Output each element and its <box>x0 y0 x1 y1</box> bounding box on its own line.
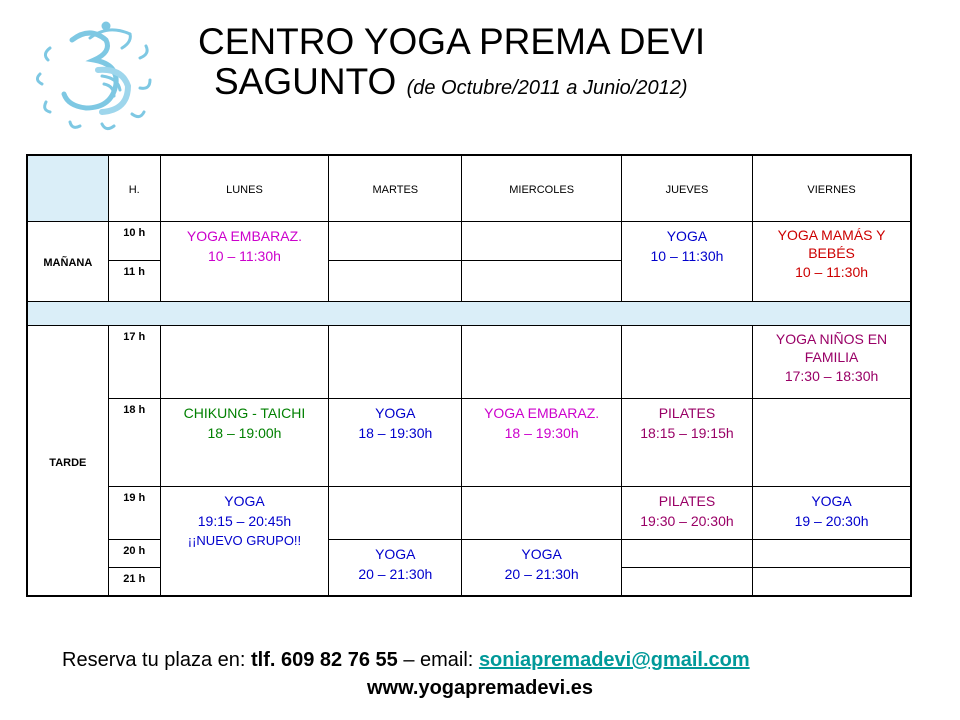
title-line1: CENTRO YOGA PREMA DEVI <box>198 21 706 62</box>
class-cell-fri-morning <box>753 221 911 301</box>
class-name: YOGA <box>811 492 852 509</box>
col-header-lunes: LUNES <box>160 155 328 221</box>
class-cell-fri-19 <box>753 486 911 539</box>
empty-cell <box>462 221 621 260</box>
phone-number: tlf. 609 82 76 55 <box>251 649 398 671</box>
empty-cell <box>329 486 462 539</box>
class-name: YOGA EMBARAZ. <box>484 404 600 421</box>
class-name: PILATES <box>658 492 716 509</box>
class-time: 19 – 20:30h <box>794 512 869 529</box>
empty-cell <box>160 326 328 398</box>
table-row <box>27 398 911 486</box>
class-time: 10 – 11:30h <box>650 247 724 264</box>
class-cell-tue-20 <box>329 540 462 596</box>
om-sun-logo-icon <box>32 18 160 134</box>
page-title <box>198 22 838 108</box>
schedule-table <box>26 154 912 597</box>
class-time: 18:15 – 19:15h <box>640 424 734 441</box>
class-name: YOGA NIÑOS EN FAMILIA <box>775 331 888 366</box>
col-header-miercoles: MIERCOLES <box>462 155 621 221</box>
class-name: YOGA <box>375 546 416 563</box>
empty-cell <box>329 221 462 260</box>
reserve-prefix: Reserva tu plaza en: <box>62 649 251 671</box>
empty-cell <box>462 260 621 301</box>
hour-cell: 11 h <box>108 260 160 301</box>
hour-cell: 19 h <box>108 486 160 539</box>
empty-cell <box>621 326 752 398</box>
class-time: 20 – 21:30h <box>358 566 433 583</box>
class-time: 10 – 11:30h <box>208 247 281 264</box>
class-cell-mon-18 <box>160 398 328 486</box>
period-afternoon: TARDE <box>27 326 108 596</box>
hour-cell: 20 h <box>108 540 160 568</box>
col-header-jueves: JUEVES <box>621 155 752 221</box>
empty-cell <box>621 568 752 596</box>
empty-cell <box>329 260 462 301</box>
subtitle: (de Octubre/2011 a Junio/2012) <box>406 77 688 99</box>
table-header-row <box>27 155 911 221</box>
empty-cell <box>753 398 911 486</box>
class-cell-mon-morning <box>160 221 328 301</box>
col-header-hour: H. <box>108 155 160 221</box>
class-time: 17:30 – 18:30h <box>784 368 879 385</box>
class-name: CHIKUNG - TAICHI <box>183 404 306 421</box>
class-cell-thu-18 <box>621 398 752 486</box>
class-name: YOGA <box>666 227 708 244</box>
email-link[interactable]: soniapremadevi@gmail.com <box>478 649 750 671</box>
class-time: 10 – 11:30h <box>795 263 869 280</box>
table-row <box>27 540 911 568</box>
empty-cell <box>462 486 621 539</box>
hour-cell: 18 h <box>108 398 160 486</box>
class-cell-wed-18 <box>462 398 621 486</box>
class-cell-tue-18 <box>329 398 462 486</box>
hour-cell: 17 h <box>108 326 160 398</box>
title-line2-wrap <box>198 62 838 108</box>
class-cell-thu-19 <box>621 486 752 539</box>
class-time: 19:30 – 20:30h <box>640 512 734 529</box>
col-header-viernes: VIERNES <box>753 155 911 221</box>
empty-cell <box>462 326 621 398</box>
class-cell-mon-19 <box>160 486 328 596</box>
period-morning: MAÑANA <box>27 221 108 301</box>
website-url: www.yogapremadevi.es <box>366 677 593 699</box>
class-time: 18 – 19:30h <box>504 424 579 441</box>
class-name: YOGA MAMÁS Y BEBÉS <box>777 226 886 261</box>
class-name: YOGA EMBARAZ. <box>186 227 303 244</box>
table-row <box>27 326 911 398</box>
class-cell-fri-17 <box>753 326 911 398</box>
class-name: YOGA <box>375 404 416 421</box>
class-cell-wed-20 <box>462 540 621 596</box>
separator-cell <box>27 302 911 326</box>
table-row <box>27 221 911 260</box>
empty-cell <box>621 540 752 568</box>
class-time: 18 – 19:30h <box>358 424 433 441</box>
table-row <box>27 486 911 539</box>
email-prefix: – email: <box>397 649 479 671</box>
hour-cell: 21 h <box>108 568 160 596</box>
separator-row <box>27 302 911 326</box>
title-line2: SAGUNTO <box>214 61 397 102</box>
class-time: 20 – 21:30h <box>504 566 579 583</box>
class-time: 18 – 19:00h <box>207 424 282 441</box>
class-name: PILATES <box>658 404 716 421</box>
class-note: ¡¡NUEVO GRUPO!! <box>187 532 302 548</box>
class-name: YOGA <box>521 546 562 563</box>
hour-cell: 10 h <box>108 221 160 260</box>
reservation-line <box>62 648 750 672</box>
empty-cell <box>753 540 911 568</box>
empty-cell <box>753 568 911 596</box>
corner-cell <box>27 155 108 221</box>
class-name: YOGA <box>224 492 265 509</box>
class-time: 19:15 – 20:45h <box>197 512 292 529</box>
class-cell-thu-morning <box>621 221 752 301</box>
col-header-martes: MARTES <box>329 155 462 221</box>
empty-cell <box>329 326 462 398</box>
